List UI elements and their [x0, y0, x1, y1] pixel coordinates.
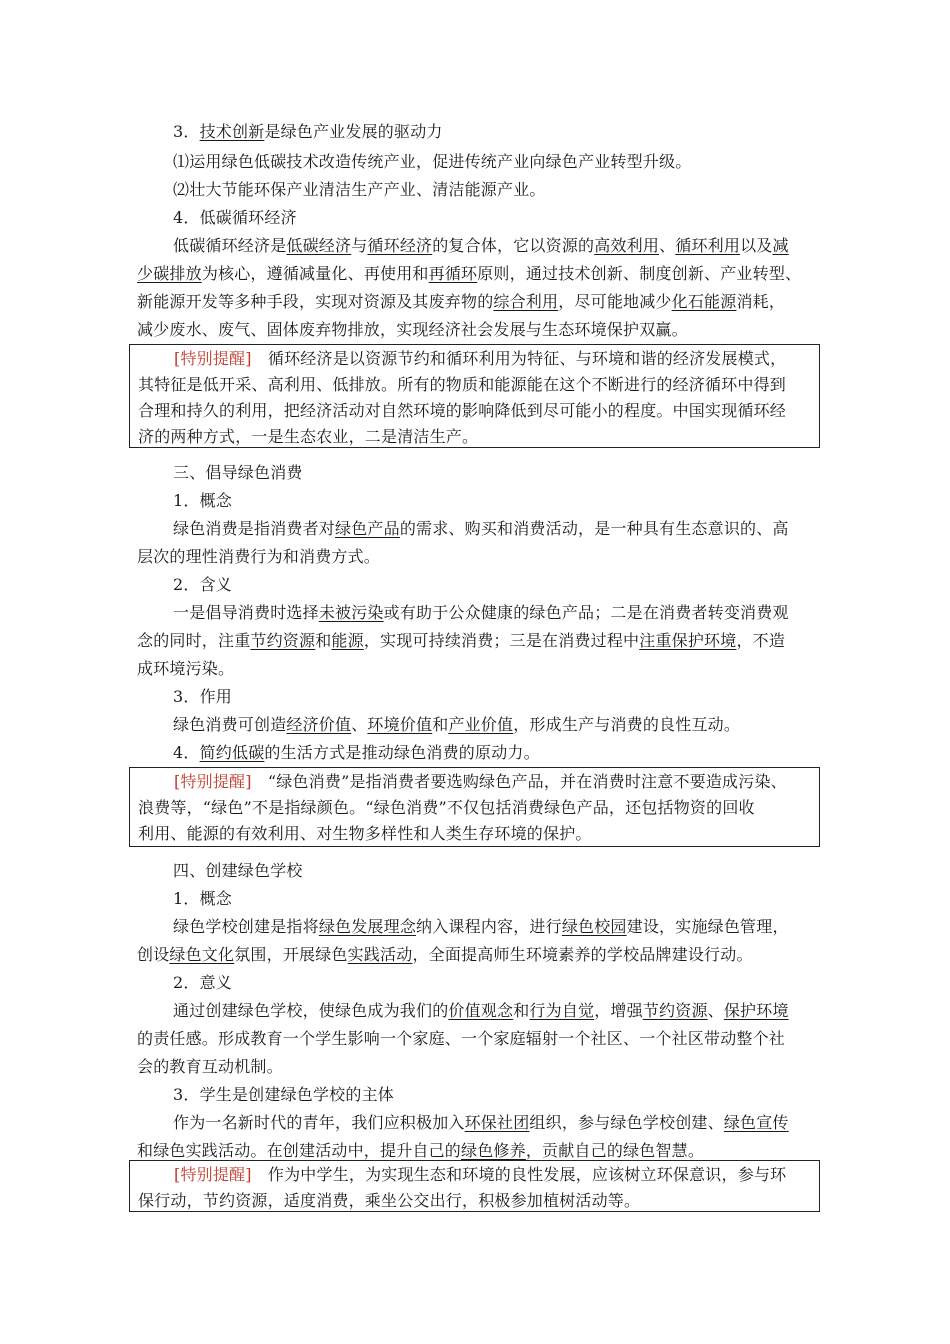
paragraph: ⑴运用绿色低碳技术改造传统产业，促进传统产业向绿色产业转型升级。 [173, 152, 692, 171]
key-term: 节约资源 [250, 631, 316, 650]
subheading: 3．作用 [173, 687, 232, 706]
paragraph-line: 低碳循环经济是低碳经济与循环经济的复合体，它以资源的高效利用、循环利用以及减 [173, 236, 789, 255]
tip-box-2: [特别提醒] “绿色消费”是指消费者要选购绿色产品，并在消费时注意不要造成污染、 浪费等，“绿色”不是指绿颜色。“绿色消费”不仅包括消费绿色产品，还包括物资的回收 利用、能源的有效利用、对生物多样性和人类生存环境的保护。 [129, 767, 820, 847]
key-term: 价值观念 [448, 1001, 514, 1020]
key-term: 未被污染 [318, 603, 384, 622]
key-term: 少碳排放 [137, 264, 202, 283]
paragraph-line: 成环境污染。 [137, 659, 235, 678]
paragraph-line: 绿色学校创建是指将绿色发展理念纳入课程内容，进行绿色校园建设，实施绿色管理， [173, 917, 789, 936]
key-term: 能源 [331, 631, 364, 650]
key-term: 保护环境 [723, 1001, 789, 1020]
paragraph-line: 通过创建绿色学校，使绿色成为我们的价值观念和行为自觉，增强节约资源、保护环境 [173, 1001, 789, 1020]
key-term: 减 [772, 236, 789, 255]
paragraph-line: 新能源开发等多种手段，实现对资源及其废弃物的综合利用，尽可能地减少化石能源消耗， [137, 292, 786, 311]
paragraph-line: 少碳排放为核心，遵循减量化、再使用和再循环原则，通过技术创新、制度创新、产业转型、 [137, 264, 802, 283]
key-term: 环保社团 [464, 1113, 530, 1132]
key-term: 绿色发展理念 [318, 917, 417, 936]
key-term: 绿色校园 [561, 917, 627, 936]
tip-box-3: [特别提醒] 作为中学生，为实现生态和环境的良性发展，应该树立环保意识，参与环 保行动，节约资源，适度消费，乘坐公交出行，积极参加植树活动等。 [129, 1160, 820, 1212]
paragraph-line: 一是倡导消费时选择未被污染或有助于公众健康的绿色产品；二是在消费者转变消费观 [173, 603, 789, 622]
tip-label: [特别提醒] [174, 1165, 252, 1184]
section-title: 四、创建绿色学校 [173, 861, 303, 880]
key-term: 产业价值 [448, 715, 514, 734]
key-term: 化石能源 [671, 292, 737, 311]
key-term: 绿色产品 [335, 519, 400, 538]
key-term: 行为自觉 [529, 1001, 595, 1020]
paragraph-line: 会的教育互动机制。 [137, 1057, 283, 1076]
paragraph-line: 和绿色实践活动。在创建活动中，提升自己的绿色修养，贡献自己的绿色智慧。 [137, 1141, 705, 1160]
tip-label: [特别提醒] [174, 349, 252, 368]
key-term: 实践活动 [347, 945, 413, 964]
paragraph: ⑵壮大节能环保产业清洁生产产业、清洁能源产业。 [173, 180, 546, 199]
key-term: 简约低碳 [199, 743, 265, 762]
subheading: 2．意义 [173, 973, 232, 992]
key-term: 注重保护环境 [639, 631, 737, 650]
heading-tech-innovation: 3．技术创新是绿色产业发展的驱动力 [173, 122, 443, 141]
subheading: 1．概念 [173, 491, 232, 510]
key-term: 经济价值 [286, 715, 352, 734]
paragraph-line: 念的同时，注重节约资源和能源，实现可持续消费；三是在消费过程中注重保护环境，不造 [137, 631, 786, 650]
key-term: 高效利用 [594, 236, 660, 255]
key-term: 循环利用 [675, 236, 741, 255]
key-term: 绿色宣传 [723, 1113, 789, 1132]
subheading: 3．学生是创建绿色学校的主体 [173, 1085, 394, 1104]
subheading: 4．简约低碳的生活方式是推动绿色消费的原动力。 [173, 743, 540, 762]
key-term: 循环经济 [367, 236, 433, 255]
paragraph-line: 的责任感。形成教育一个学生影响一个家庭、一个家庭辐射一个社区、一个社区带动整个社 [137, 1029, 786, 1048]
key-term: 技术创新 [199, 122, 265, 141]
key-term: 再循环 [428, 264, 478, 283]
heading-low-carbon: 4．低碳循环经济 [173, 208, 297, 227]
subheading: 2．含义 [173, 575, 232, 594]
section-title: 三、倡导绿色消费 [173, 463, 303, 482]
key-term: 节约资源 [642, 1001, 708, 1020]
paragraph-line: 创设绿色文化氛围，开展绿色实践活动，全面提高师生环境素养的学校品牌建设行动。 [137, 945, 753, 964]
tip-label: [特别提醒] [174, 772, 252, 791]
key-term: 环境价值 [367, 715, 433, 734]
key-term: 低碳经济 [286, 236, 352, 255]
paragraph-line: 绿色消费可创造经济价值、环境价值和产业价值，形成生产与消费的良性互动。 [173, 715, 741, 734]
paragraph-line: 减少废水、废气、固体废弃物排放，实现经济社会发展与生态环境保护双赢。 [137, 320, 688, 339]
paragraph-line: 层次的理性消费行为和消费方式。 [137, 547, 381, 566]
key-term: 绿色修养 [461, 1141, 526, 1160]
paragraph-line: 作为一名新时代的青年，我们应积极加入环保社团组织，参与绿色学校创建、绿色宣传 [173, 1113, 789, 1132]
key-term: 综合利用 [493, 292, 559, 311]
paragraph-line: 绿色消费是指消费者对绿色产品的需求、购买和消费活动，是一种具有生态意识的、高 [173, 519, 789, 538]
key-term: 绿色文化 [169, 945, 235, 964]
tip-box-1: [特别提醒] 循环经济是以资源节约和循环利用为特征、与环境和谐的经济发展模式， 其特征是低开采、高利用、低排放。所有的物质和能源能在这个不断进行的经济循环中得到 合理和持久的利用，把经济活动对自然环境的影响降低到尽可能小的程度。中国实现循环经 济的两种方式，一是生态农业，二是清洁生产。 [129, 344, 820, 448]
subheading: 1．概念 [173, 889, 232, 908]
